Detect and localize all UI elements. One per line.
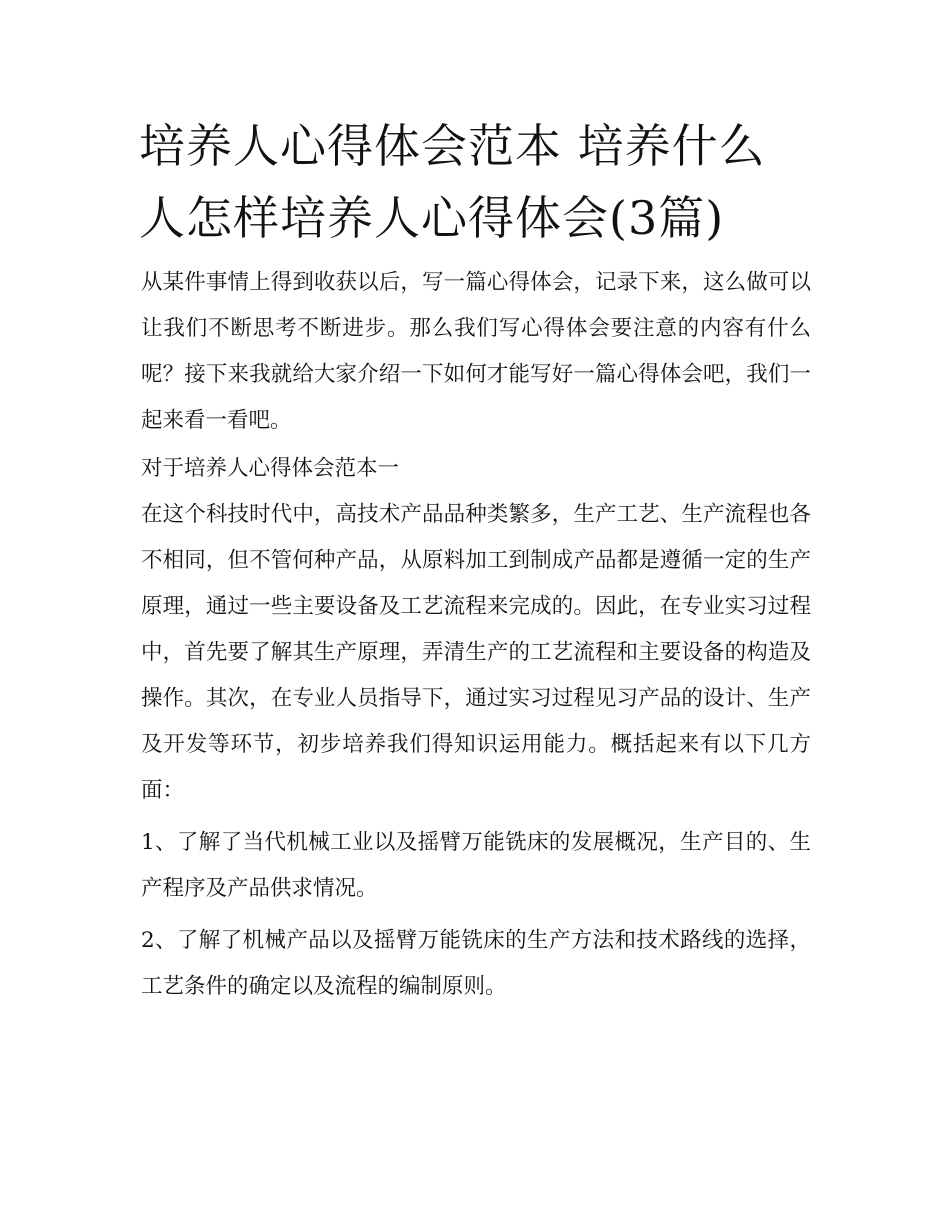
section-heading: 对于培养人心得体会范本一 xyxy=(141,456,400,481)
document-title: 培养人心得体会范本 培养什么人怎样培养人心得体会(3篇) xyxy=(139,119,766,245)
intro-paragraph: 从某件事情上得到收获以后，写一篇心得体会，记录下来，这么做可以让我们不断思考不断进步。那么我们写心得体会要注意的内容有什么呢？接下来我就给大家介绍一下如何才能写好一篇心得体会吧，我们一起来看一看吧。 xyxy=(141,270,811,433)
list-item: 2、了解了机械产品以及摇臂万能铣床的生产方法和技术路线的选择，工艺条件的确定以及流程的编制原则。 xyxy=(141,928,811,999)
body-paragraph: 在这个科技时代中，高技术产品品种类繁多，生产工艺、生产流程也各不相同，但不管何种产品，从原料加工到制成产品都是遵循一定的生产原理，通过一些主要设备及工艺流程来完成的。因此，在专业实习过程中，首先要了解其生产原理，弄清生产的工艺流程和主要设备的构造及操作。其次，在专业人员指导下，通过实习过程见习产品的设计、生产及开发等环节，初步培养我们得知识运用能力。概括起来有以下几方面： xyxy=(141,502,811,803)
list-item: 1、了解了当代机械工业以及摇臂万能铣床的发展概况，生产目的、生产程序及产品供求情况。 xyxy=(141,830,811,901)
document-page xyxy=(141,110,811,1010)
